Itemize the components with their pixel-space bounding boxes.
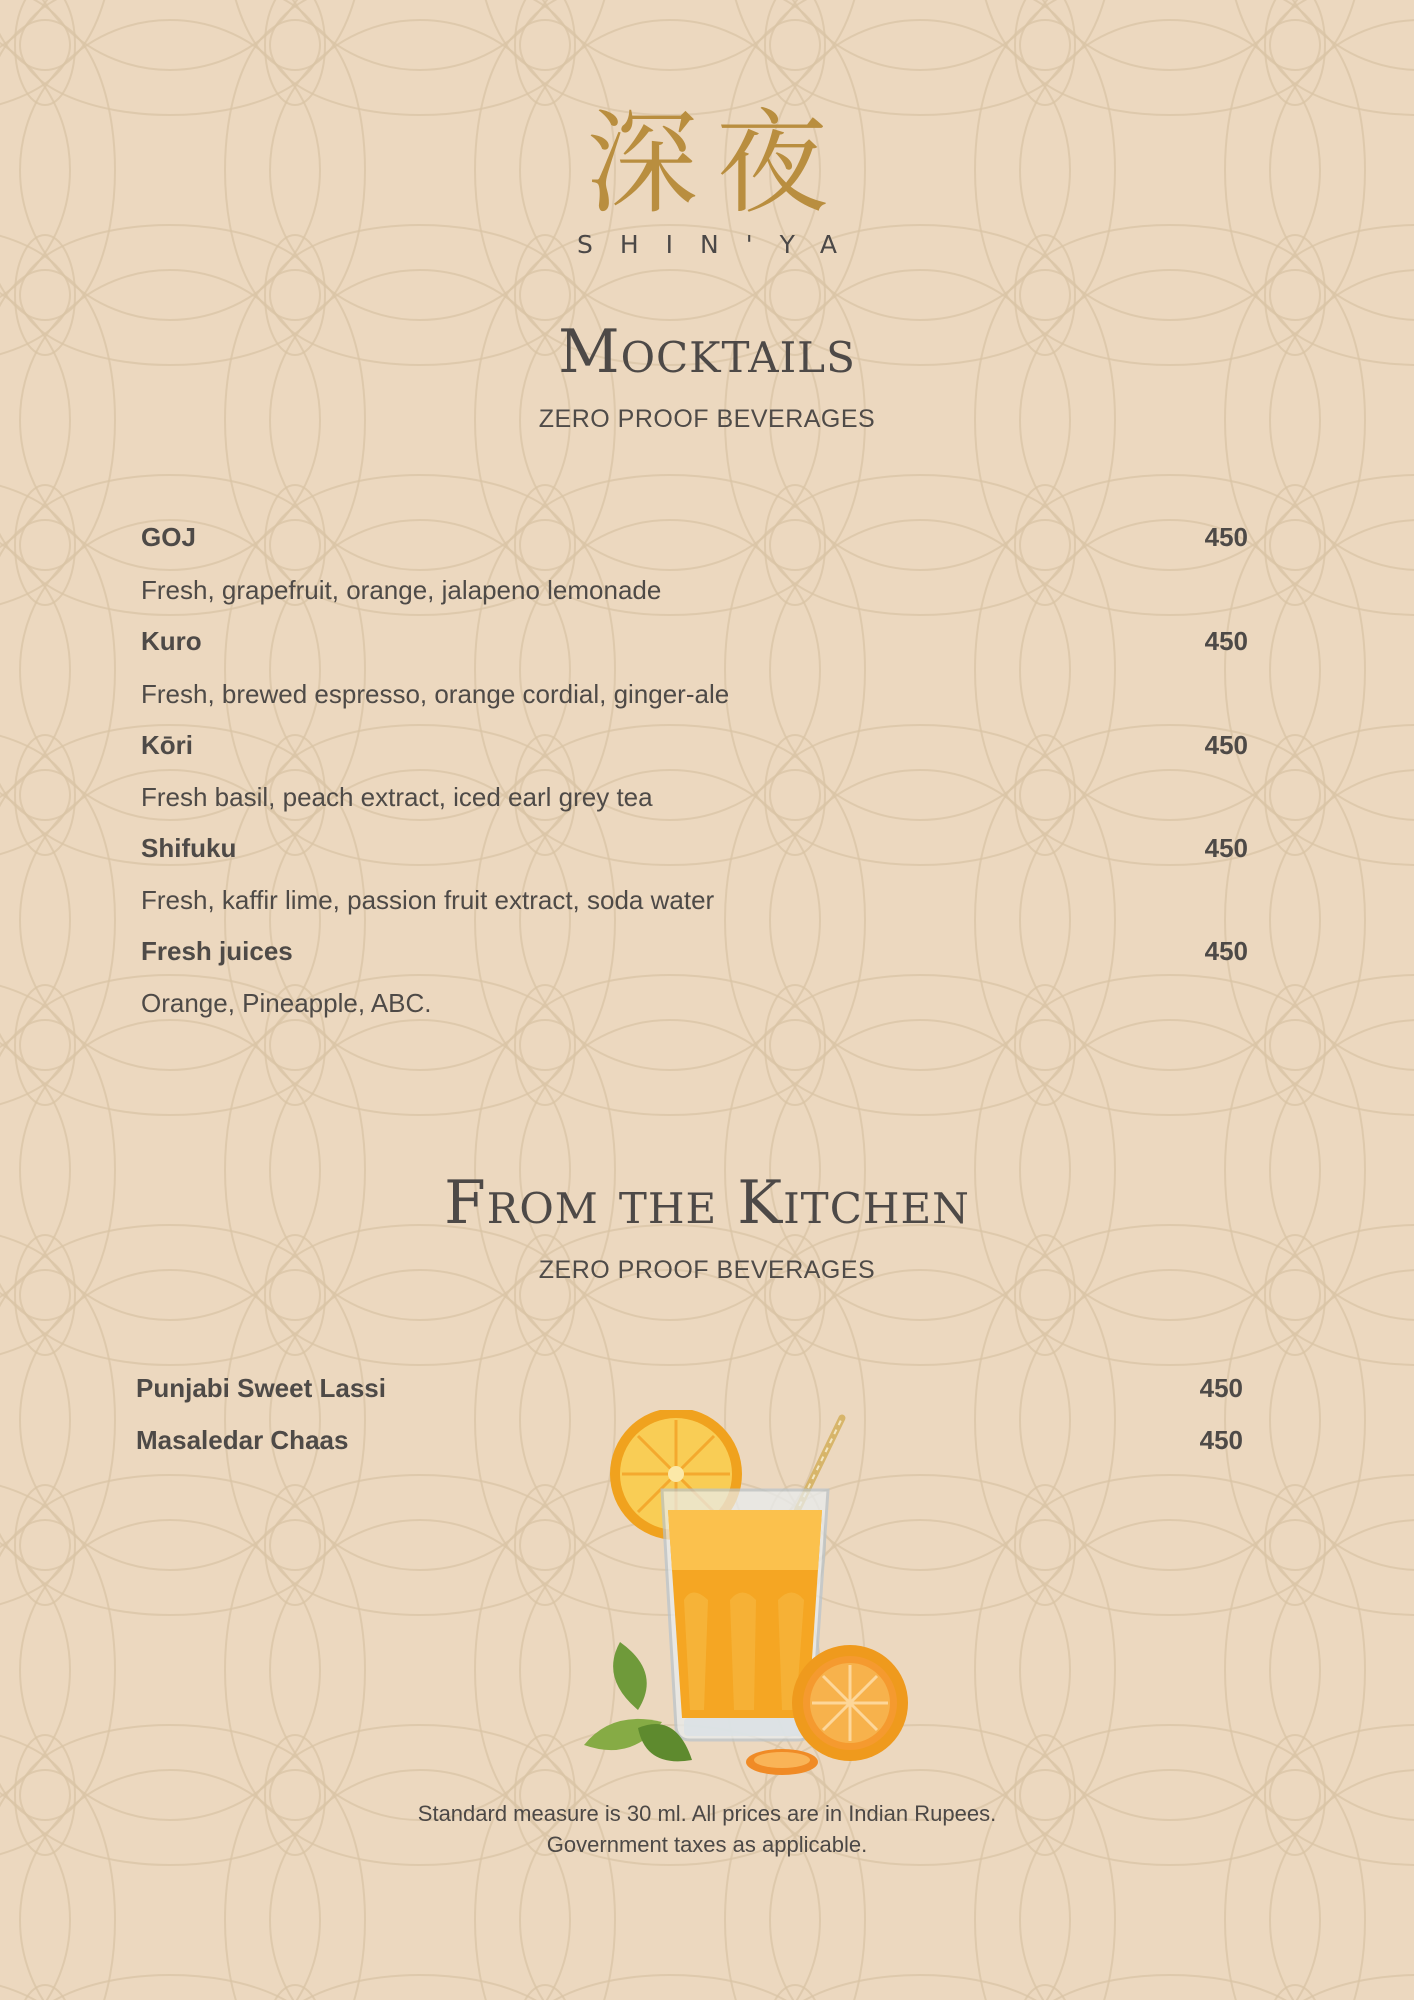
brand-name: SHIN'YA xyxy=(576,230,865,259)
item-description: Fresh, brewed espresso, orange cordial, ginger-ale xyxy=(141,679,730,709)
menu-item-shifuku xyxy=(141,833,1248,864)
item-price: 450 xyxy=(1199,1425,1243,1455)
brand-kanji: 深夜 xyxy=(586,99,846,229)
item-name: Masaledar Chaas xyxy=(136,1425,349,1455)
item-description: Orange, Pineapple, ABC. xyxy=(141,988,432,1018)
footer-note xyxy=(0,1798,1414,1860)
item-price: 450 xyxy=(1204,522,1248,552)
item-name: Punjabi Sweet Lassi xyxy=(136,1373,386,1403)
item-price: 450 xyxy=(1199,1373,1243,1403)
item-price: 450 xyxy=(1204,833,1248,863)
menu-item-kori xyxy=(141,730,1248,761)
item-description: Fresh, grapefruit, orange, jalapeno lemonade xyxy=(141,575,662,605)
footer-note-line-2: Government taxes as applicable. xyxy=(546,1832,868,1857)
item-name: Fresh juices xyxy=(141,936,293,966)
section-title-mocktails: Mocktails xyxy=(558,317,856,387)
section-subtitle-kitchen: ZERO PROOF BEVERAGES xyxy=(538,1256,876,1284)
brand-logo xyxy=(0,99,1414,259)
item-name: Shifuku xyxy=(141,833,237,863)
menu-item-goj xyxy=(141,522,1248,553)
item-price: 450 xyxy=(1204,730,1248,760)
menu-item-punjabi-sweet-lassi xyxy=(136,1373,1243,1404)
item-name: Kuro xyxy=(141,626,202,656)
section-subtitle-mocktails: ZERO PROOF BEVERAGES xyxy=(538,405,876,433)
footer-note-line-1: Standard measure is 30 ml. All prices are in Indian Rupees. xyxy=(417,1801,997,1826)
item-description: Fresh, kaffir lime, passion fruit extract, soda water xyxy=(141,885,715,915)
section-title-kitchen: From the Kitchen xyxy=(444,1168,970,1238)
menu-item-fresh-juices xyxy=(141,936,1248,967)
orange-juice-glass-illustration xyxy=(580,1410,920,1780)
menu-item-kuro xyxy=(141,626,1248,657)
item-name: GOJ xyxy=(141,522,196,552)
item-price: 450 xyxy=(1204,626,1248,656)
item-name: Kōri xyxy=(141,730,193,760)
item-description: Fresh basil, peach extract, iced earl grey tea xyxy=(141,782,653,812)
item-price: 450 xyxy=(1204,936,1248,966)
